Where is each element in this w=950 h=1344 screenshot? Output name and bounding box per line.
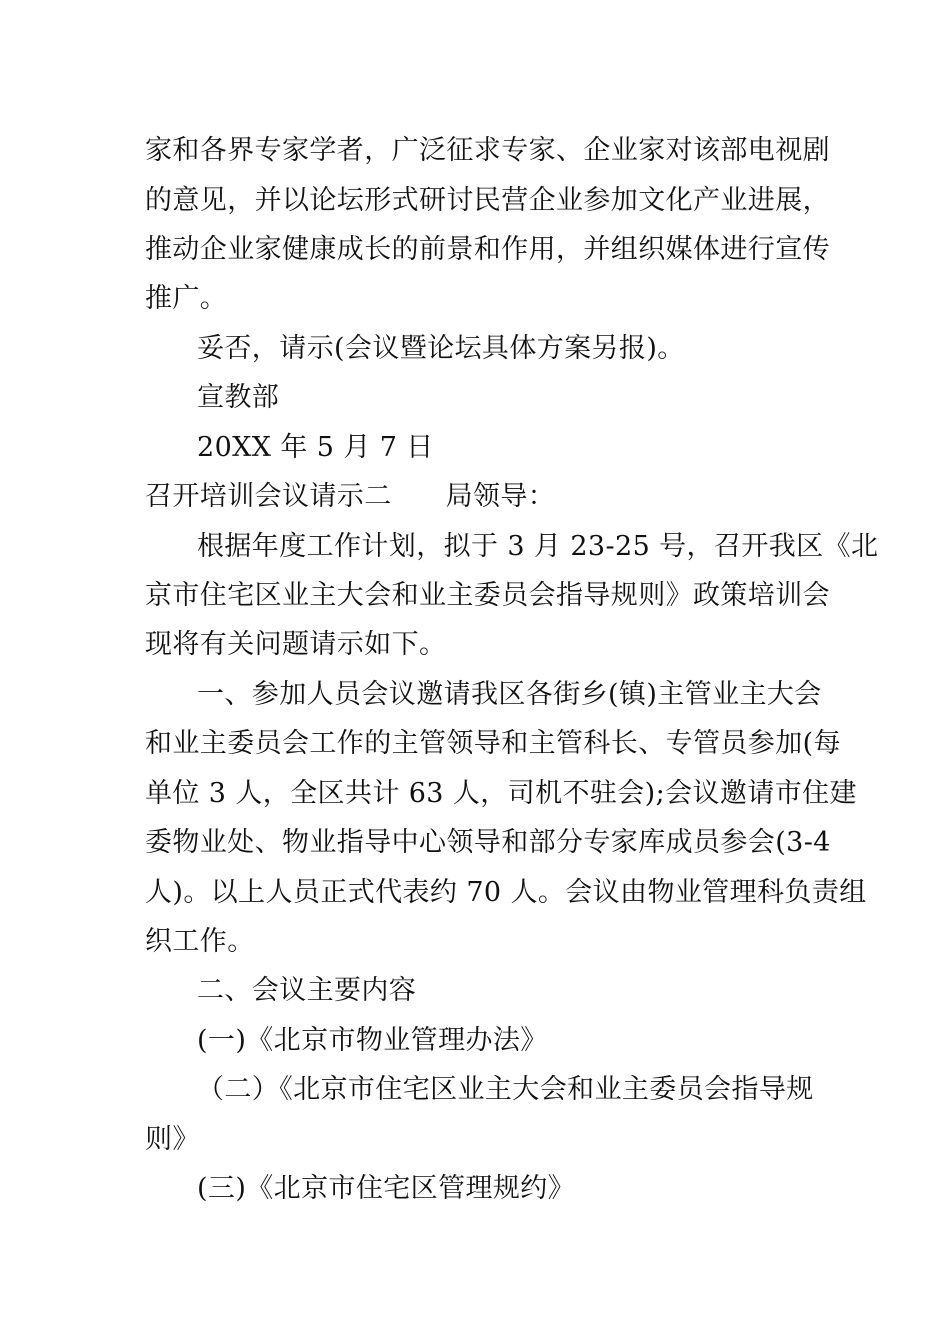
section-title: 召开培训会议请示二 <box>145 481 392 512</box>
paragraph-line: 推动企业家健康成长的前景和作用，并组织媒体进行宣传 <box>145 234 830 265</box>
request-line: 妥否，请示(会议暨论坛具体方案另报)。 <box>197 333 685 364</box>
paragraph-line: 单位 3 人，全区共计 63 人，司机不驻会);会议邀请市住建 <box>145 778 857 809</box>
paragraph-line: 一、参加人员会议邀请我区各街乡(镇)主管业主大会 <box>197 679 822 710</box>
department-name: 宣教部 <box>197 382 280 413</box>
section-heading: 二、会议主要内容 <box>197 975 417 1006</box>
paragraph-line: 京市住宅区业主大会和业主委员会指导规则》政策培训会 <box>145 580 830 611</box>
paragraph-line: 推广。 <box>145 283 228 314</box>
salutation: 局领导： <box>445 481 556 512</box>
section-title-line <box>145 477 810 517</box>
paragraph-line: 根据年度工作计划，拟于 3 月 23-25 号，召开我区《北 <box>197 531 879 562</box>
paragraph-line: 家和各界专家学者，广泛征求专家、企业家对该部电视剧 <box>145 135 830 166</box>
paragraph-line: 织工作。 <box>145 926 255 957</box>
list-item: (三)《北京市住宅区管理规约》 <box>197 1173 576 1204</box>
paragraph-line: 的意见，并以论坛形式研讨民营企业参加文化产业进展， <box>145 185 830 216</box>
list-item: （二）《北京市住宅区业主大会和业主委员会指导规 <box>197 1074 814 1105</box>
list-item: (一)《北京市物业管理办法》 <box>197 1025 548 1056</box>
paragraph-line: 委物业处、物业指导中心领导和部分专家库成员参会(3-4 <box>145 827 831 858</box>
list-item-continuation: 则》 <box>145 1124 200 1155</box>
paragraph-line: 人)。以上人员正式代表约 70 人。会议由物业管理科负责组 <box>145 877 867 908</box>
paragraph-line: 现将有关问题请示如下。 <box>145 629 447 660</box>
document-date: 20XX 年 5 月 7 日 <box>197 432 434 463</box>
paragraph-line: 和业主委员会工作的主管领导和主管科长、专管员参加(每 <box>145 728 841 759</box>
